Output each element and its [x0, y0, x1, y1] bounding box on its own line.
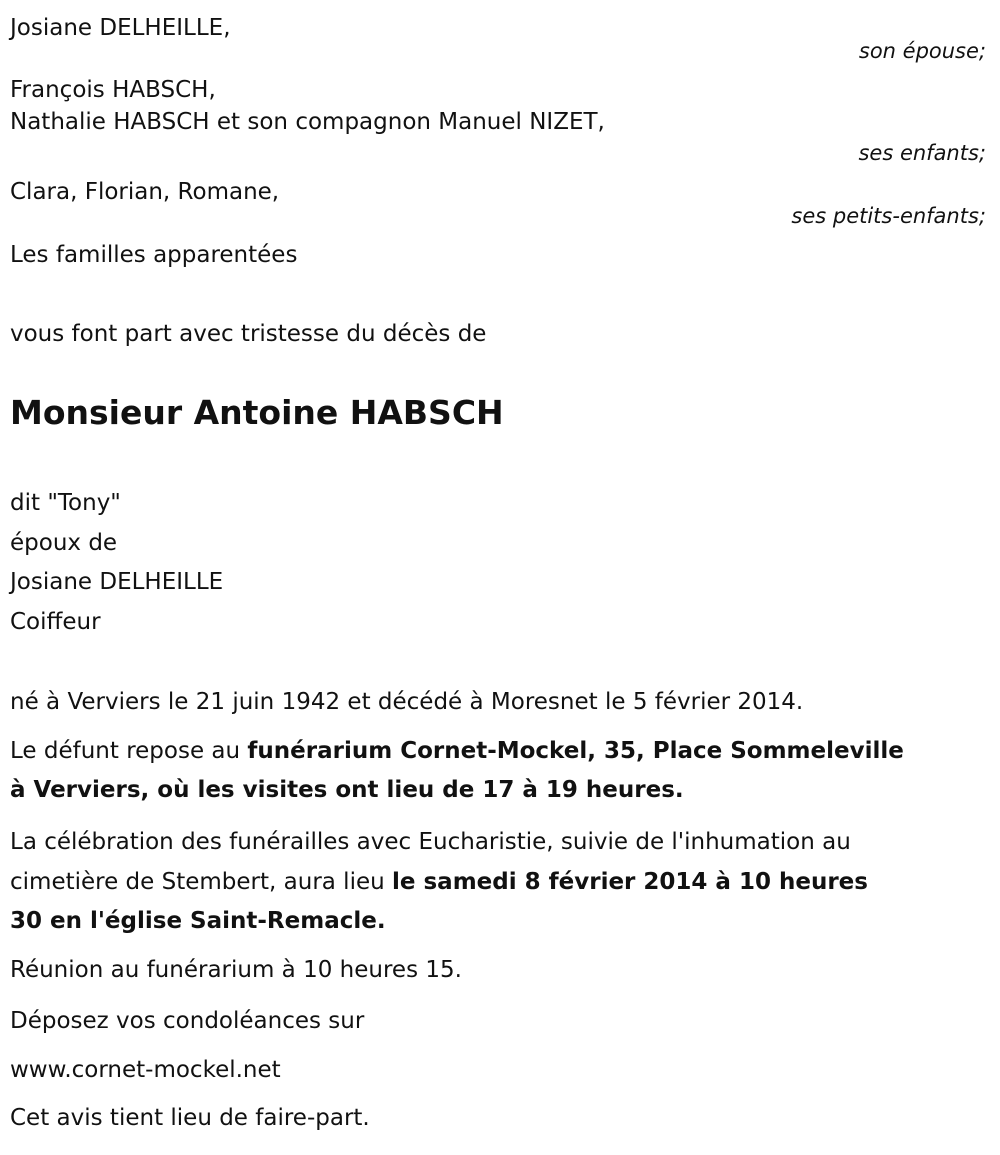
repose-line-1 — [10, 736, 904, 766]
children-role: ses enfants; — [858, 141, 986, 165]
spouse-name: Josiane DELHEILLE, — [10, 15, 231, 41]
funeral-line-3 — [10, 906, 386, 936]
website-link[interactable]: www.cornet-mockel.net — [10, 1057, 281, 1083]
repose-prefix: Le défunt repose au — [10, 738, 248, 764]
grandchildren-names: Clara, Florian, Romane, — [10, 179, 280, 205]
funeral-prefix: cimetière de Stembert, aura lieu — [10, 869, 392, 895]
condolences-line: Déposez vos condoléances sur — [10, 1008, 365, 1034]
profession: Coiffeur — [10, 609, 101, 635]
nickname: dit "Tony" — [10, 490, 121, 516]
visit-hours: à Verviers, où les visites ont lieu de 17 à 19 heures. — [10, 777, 684, 803]
relatives: Les familles apparentées — [10, 242, 298, 268]
child-name: François HABSCH, — [10, 77, 216, 103]
funeral-place: 30 en l'église Saint-Remacle. — [10, 908, 386, 934]
meeting-line: Réunion au funérarium à 10 heures 15. — [10, 957, 462, 983]
birth-death-line: né à Verviers le 21 juin 1942 et décédé à Moresnet le 5 février 2014. — [10, 689, 804, 715]
funeral-line-1: La célébration des funérailles avec Eucharistie, suivie de l'inhumation au — [10, 829, 851, 855]
announcement: vous font part avec tristesse du décès de — [10, 321, 487, 347]
spouse-of-label: époux de — [10, 530, 118, 556]
spouse-role: son épouse; — [858, 39, 986, 63]
grandchildren-role: ses petits-enfants; — [791, 204, 986, 228]
funeral-line-2 — [10, 867, 868, 897]
closing-line: Cet avis tient lieu de faire-part. — [10, 1105, 370, 1131]
deceased-name: Monsieur Antoine HABSCH — [10, 393, 504, 432]
repose-location: funérarium Cornet-Mockel, 35, Place Sommeleville — [247, 738, 904, 764]
spouse-of-name: Josiane DELHEILLE — [10, 569, 224, 595]
funeral-date: le samedi 8 février 2014 à 10 heures — [392, 869, 868, 895]
repose-line-2 — [10, 775, 684, 805]
child-name: Nathalie HABSCH et son compagnon Manuel NIZET, — [10, 109, 605, 135]
